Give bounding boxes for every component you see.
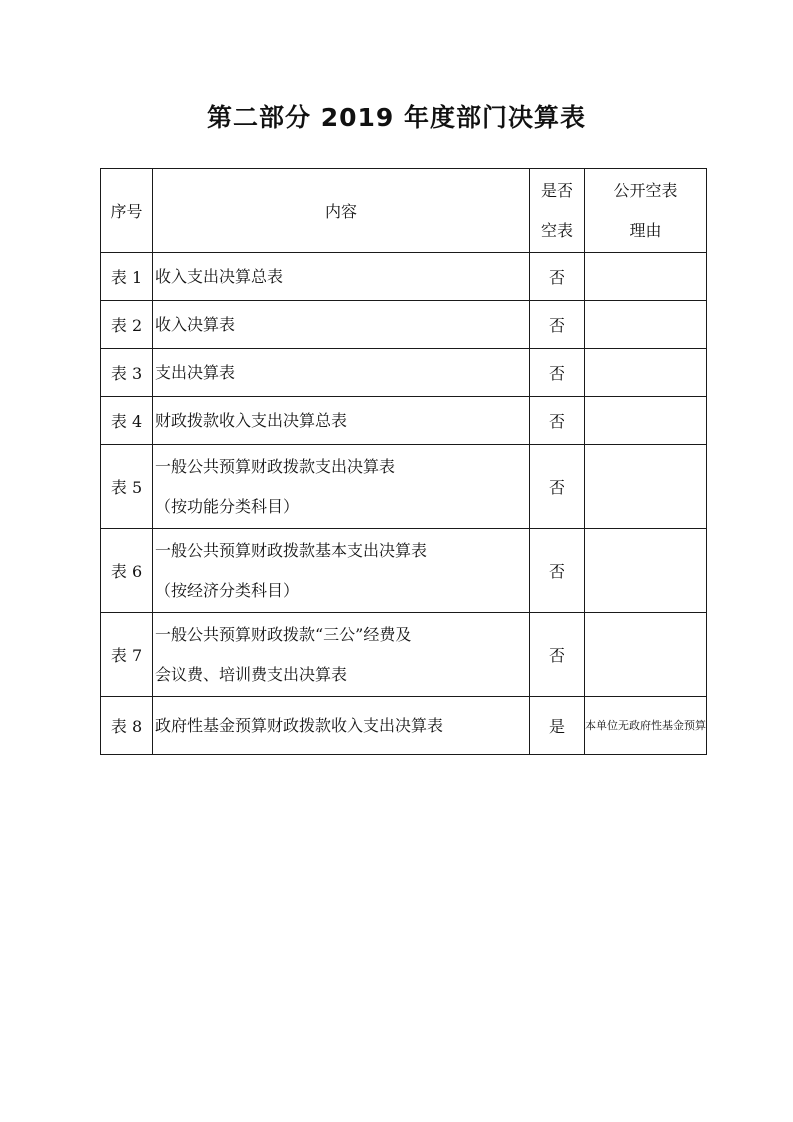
row-content-line: 政府性基金预算财政拨款收入支出决算表	[155, 715, 444, 735]
row-reason	[585, 529, 707, 613]
row-is-empty: 否	[530, 253, 585, 301]
row-no: 表 8	[101, 697, 153, 755]
row-content-line: （按功能分类科目）	[155, 496, 300, 516]
row-reason	[585, 613, 707, 697]
header-reason-line2: 理由	[629, 220, 662, 240]
row-reason	[585, 349, 707, 397]
row-is-empty: 否	[530, 445, 585, 529]
row-content	[153, 445, 530, 529]
row-content	[153, 301, 530, 349]
row-is-empty: 否	[530, 349, 585, 397]
row-reason	[585, 253, 707, 301]
table-row	[101, 349, 707, 397]
page-title: 第二部分 2019 年度部门决算表	[207, 103, 586, 132]
row-content-line: 一般公共预算财政拨款“三公”经费及	[155, 624, 412, 644]
row-content	[153, 529, 530, 613]
header-is-empty	[530, 169, 585, 253]
row-no: 表 5	[101, 445, 153, 529]
table-row	[101, 697, 707, 755]
table-row	[101, 445, 707, 529]
row-content-line: 会议费、培训费支出决算表	[155, 664, 348, 684]
row-no: 表 1	[101, 253, 153, 301]
row-content	[153, 697, 530, 755]
row-content-line: 支出决算表	[155, 362, 236, 382]
row-reason	[585, 445, 707, 529]
row-content	[153, 253, 530, 301]
header-no: 序号	[101, 169, 153, 253]
table-header-row	[101, 169, 707, 253]
header-content: 内容	[153, 169, 530, 253]
row-reason: 本单位无政府性基金预算	[585, 697, 707, 755]
row-content-line: 财政拨款收入支出决算总表	[155, 410, 348, 430]
row-is-empty: 否	[530, 529, 585, 613]
table-row	[101, 613, 707, 697]
row-content-line: 收入支出决算总表	[155, 266, 284, 286]
row-is-empty: 否	[530, 397, 585, 445]
table-row	[101, 529, 707, 613]
header-reason	[585, 169, 707, 253]
table-row	[101, 253, 707, 301]
row-reason	[585, 397, 707, 445]
table-row	[101, 397, 707, 445]
header-reason-line1: 公开空表	[613, 180, 678, 200]
row-content	[153, 349, 530, 397]
row-is-empty: 否	[530, 613, 585, 697]
row-content	[153, 613, 530, 697]
header-is-empty-line2: 空表	[540, 220, 573, 240]
row-content-line: 一般公共预算财政拨款支出决算表	[155, 456, 396, 476]
row-no: 表 4	[101, 397, 153, 445]
budget-table	[100, 168, 707, 755]
row-is-empty: 否	[530, 301, 585, 349]
row-no: 表 6	[101, 529, 153, 613]
row-content-line: 收入决算表	[155, 314, 236, 334]
row-no: 表 2	[101, 301, 153, 349]
row-content-line: 一般公共预算财政拨款基本支出决算表	[155, 540, 428, 560]
table-row	[101, 301, 707, 349]
row-content-line: （按经济分类科目）	[155, 580, 300, 600]
row-reason	[585, 301, 707, 349]
row-is-empty: 是	[530, 697, 585, 755]
row-no: 表 3	[101, 349, 153, 397]
row-content	[153, 397, 530, 445]
row-no: 表 7	[101, 613, 153, 697]
header-is-empty-line1: 是否	[540, 180, 573, 200]
